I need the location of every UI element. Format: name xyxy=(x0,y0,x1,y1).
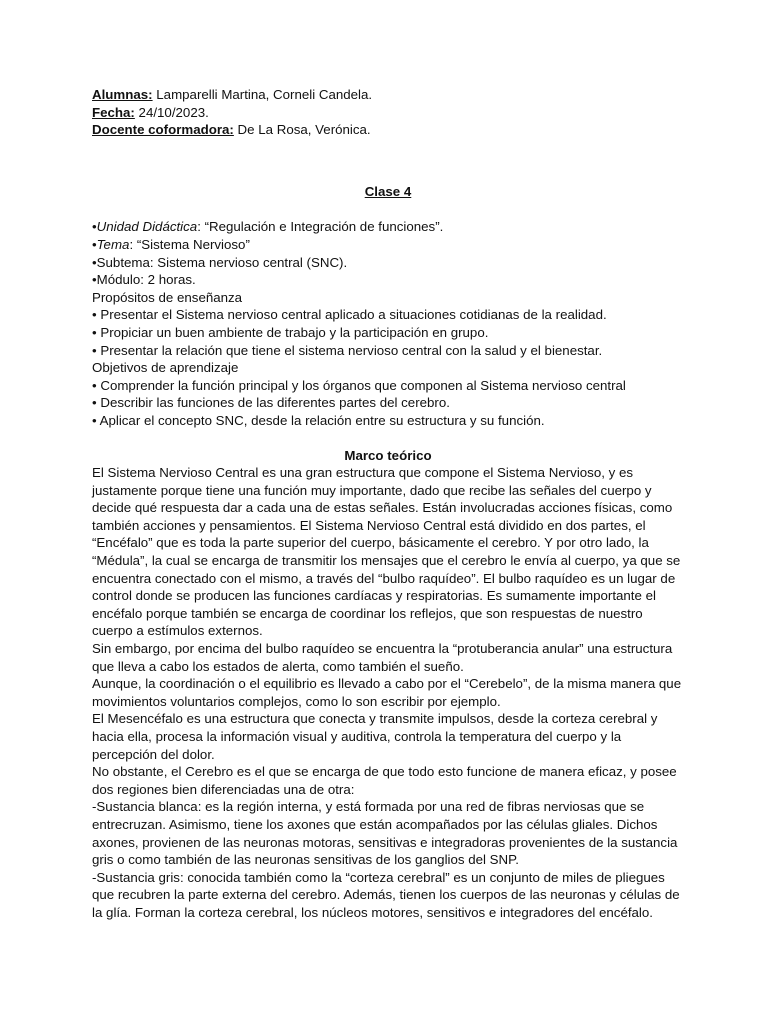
theory-paragraph: Sin embargo, por encima del bulbo raquídeo se encuentra la “protuberancia anular” una estructura que lleva a cabo los estados de alerta, como también el sueño. xyxy=(92,641,673,674)
theory-paragraph: -Sustancia gris: conocida también como la “corteza cerebral” es un conjunto de miles de pliegues que recubren la parte externa del cerebro. Además, tienen los cuerpos de las neuronas y células de la glía. Forman la corteza cerebral, los núcleos motores, sensitivos e integradores del encéfalo. xyxy=(92,869,680,920)
document-page xyxy=(92,86,684,922)
objective-item: • Comprender la función principal y los órganos que componen al Sistema nervioso central xyxy=(92,377,626,393)
class-title xyxy=(92,183,684,201)
teacher-value: De La Rosa, Verónica. xyxy=(233,122,371,138)
unit-line xyxy=(92,218,684,236)
topic-line xyxy=(92,236,684,254)
purpose-item: • Presentar la relación que tiene el sistema nervioso central con la salud y el bienestar. xyxy=(92,342,603,358)
students-line xyxy=(92,86,684,104)
students-label: Alumnas: xyxy=(92,87,153,102)
objective-item: • Aplicar el concepto SNC, desde la relación entre su estructura y su función. xyxy=(92,412,545,428)
unit-label: Unidad Didáctica xyxy=(96,219,198,235)
students-value: Lamparelli Martina, Corneli Candela. xyxy=(152,87,373,102)
objectives-heading: Objetivos de aprendizaje xyxy=(92,360,239,376)
unit-value: : “Regulación e Integración de funciones”. xyxy=(197,219,444,235)
module-line: •Módulo: 2 horas. xyxy=(92,272,196,288)
theory-paragraph: El Mesencéfalo es una estructura que conecta y transmite impulsos, desde la corteza cerebral y hacia ella, procesa la información visual y auditiva, controla la temperatura del cuerpo y la percepción del dolor. xyxy=(92,711,658,762)
theory-paragraph: Aunque, la coordinación o el equilibrio es llevado a cabo por el “Cerebelo”, de la misma manera que movimientos voluntarios complejos, como lo son escribir por ejemplo. xyxy=(92,676,682,709)
topic-bullet: • xyxy=(92,236,97,252)
spacer xyxy=(92,200,684,218)
topic-label: Tema xyxy=(96,236,130,252)
theory-heading: Marco teórico xyxy=(344,447,432,463)
unit-bullet: • xyxy=(92,219,97,235)
purpose-item: • Presentar el Sistema nervioso central aplicado a situaciones cotidianas de la realidad. xyxy=(92,307,607,323)
purpose-item: • Propiciar un buen ambiente de trabajo y la participación en grupo. xyxy=(92,324,489,340)
objective-item: • Describir las funciones de las diferentes partes del cerebro. xyxy=(92,395,450,411)
class-title-text: Clase 4 xyxy=(364,183,412,199)
date-line xyxy=(92,104,684,122)
spacer xyxy=(92,139,684,183)
purposes-heading: Propósitos de enseñanza xyxy=(92,289,243,305)
theory-body xyxy=(92,464,684,921)
theory-paragraph: El Sistema Nervioso Central es una gran estructura que compone el Sistema Nervioso, y es justamente porque tiene una función muy importante, dado que recibe las señales del cuerpo y decide qué respuesta dar a cada una de estas señales. Están involucradas acciones físicas, como también acciones y pensamientos. El Sistema Nervioso Central está dividido en dos partes, el “Encéfalo” que es toda la parte superior del cuerpo, básicamente el cerebro. Y por otro lado, la “Médula”, la cual se encarga de transmitir los mensajes que el cerebro le envía al cuerpo, ya que se encuentra conectado con el mismo, a través del “bulbo raquídeo”. El bulbo raquídeo es un lugar de control donde se producen las funciones cardíacas y respiratorias. Es sumamente importante el encéfalo porque también se encarga de coordinar los reflejos, que son respuestas de nuestro cuerpo a estímulos externos. xyxy=(92,465,681,639)
theory-paragraph: -Sustancia blanca: es la región interna, y está formada por una red de fibras nerviosas que se entrecruzan. Asimismo, tiene los axones que están acompañados por las células gliales. Dichos axones, provienen de las neuronas motoras, sensitivas e integradoras provenientes de la sustancia gris o como también de las neuronas sensitivas de los ganglios del SNP. xyxy=(92,799,678,868)
subtopic-line: •Subtema: Sistema nervioso central (SNC). xyxy=(92,254,348,270)
teacher-label: Docente coformadora: xyxy=(92,122,234,138)
date-value: 24/10/2023. xyxy=(134,104,209,120)
date-label: Fecha: xyxy=(92,104,135,120)
teacher-line xyxy=(92,121,684,139)
topic-value: : “Sistema Nervioso” xyxy=(129,236,250,252)
theory-paragraph: No obstante, el Cerebro es el que se encarga de que todo esto funcione de manera eficaz, y posee dos regiones bien diferenciadas una de otra: xyxy=(92,764,677,797)
